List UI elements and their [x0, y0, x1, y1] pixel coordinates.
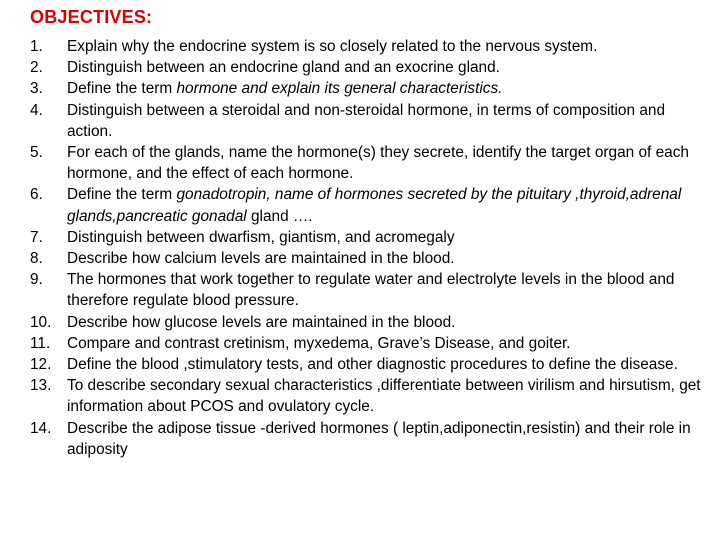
list-item — [30, 312, 710, 333]
item-text: Define the blood ,stimulatory tests, and other diagnostic procedures to define the disease. — [67, 356, 678, 374]
item-text: Define the term gonadotropin, name of hormones secreted by the pituitary ,thyroid,adrenal glands,pancreatic gonadal gland …. — [67, 186, 682, 225]
list-item — [30, 36, 710, 57]
item-text: For each of the glands, name the hormone(s) they secrete, identify the target organ of each hormone, and the effect of each hormone. — [67, 144, 689, 183]
item-number: 11. — [30, 334, 51, 352]
item-number: 8. — [30, 250, 43, 268]
item-text: Describe how calcium levels are maintained in the blood. — [67, 250, 455, 268]
item-number: 13. — [30, 377, 52, 395]
item-number: 5. — [30, 144, 43, 162]
item-number: 3. — [30, 80, 43, 98]
item-number: 14. — [30, 419, 52, 437]
page-title: OBJECTIVES: — [30, 7, 153, 27]
list-item — [30, 354, 710, 375]
item-number: 7. — [30, 228, 43, 246]
list-item — [30, 248, 710, 269]
item-text: Describe the adipose tissue -derived hormones ( leptin,adiponectin,resistin) and their role in adiposity — [67, 419, 691, 458]
item-text: Compare and contrast cretinism, myxedema, Grave’s Disease, and goiter. — [67, 334, 571, 352]
list-item — [30, 418, 710, 460]
item-number: 4. — [30, 101, 43, 119]
item-text: Explain why the endocrine system is so closely related to the nervous system. — [67, 38, 598, 55]
item-number: 1. — [30, 38, 43, 55]
item-text: The hormones that work together to regulate water and electrolyte levels in the blood and therefore regulate blood pressure. — [67, 271, 675, 310]
item-number: 9. — [30, 271, 43, 289]
item-text: Distinguish between a steroidal and non-steroidal hormone, in terms of composition and action. — [67, 101, 666, 140]
item-text: Distinguish between dwarfism, giantism, and acromegaly — [67, 228, 455, 246]
list-item — [30, 333, 710, 354]
item-number: 6. — [30, 186, 43, 204]
item-text: To describe secondary sexual characteristics ,differentiate between virilism and hirsutism, get information about PCOS and ovulatory cycle. — [67, 377, 701, 416]
item-text: Describe how glucose levels are maintained in the blood. — [67, 313, 456, 331]
item-text: Distinguish between an endocrine gland and an exocrine gland. — [67, 59, 500, 77]
list-item — [30, 57, 710, 78]
item-number: 10. — [30, 313, 52, 331]
list-item — [30, 184, 710, 226]
objectives-list — [30, 36, 710, 460]
item-number: 2. — [30, 59, 43, 77]
list-item — [30, 142, 710, 184]
list-item — [30, 375, 710, 417]
list-item — [30, 78, 710, 99]
list-item — [30, 100, 710, 142]
item-number: 12. — [30, 356, 52, 374]
list-item — [30, 227, 710, 248]
item-text: Define the term hormone and explain its general characteristics. — [67, 80, 503, 98]
list-item — [30, 269, 710, 311]
